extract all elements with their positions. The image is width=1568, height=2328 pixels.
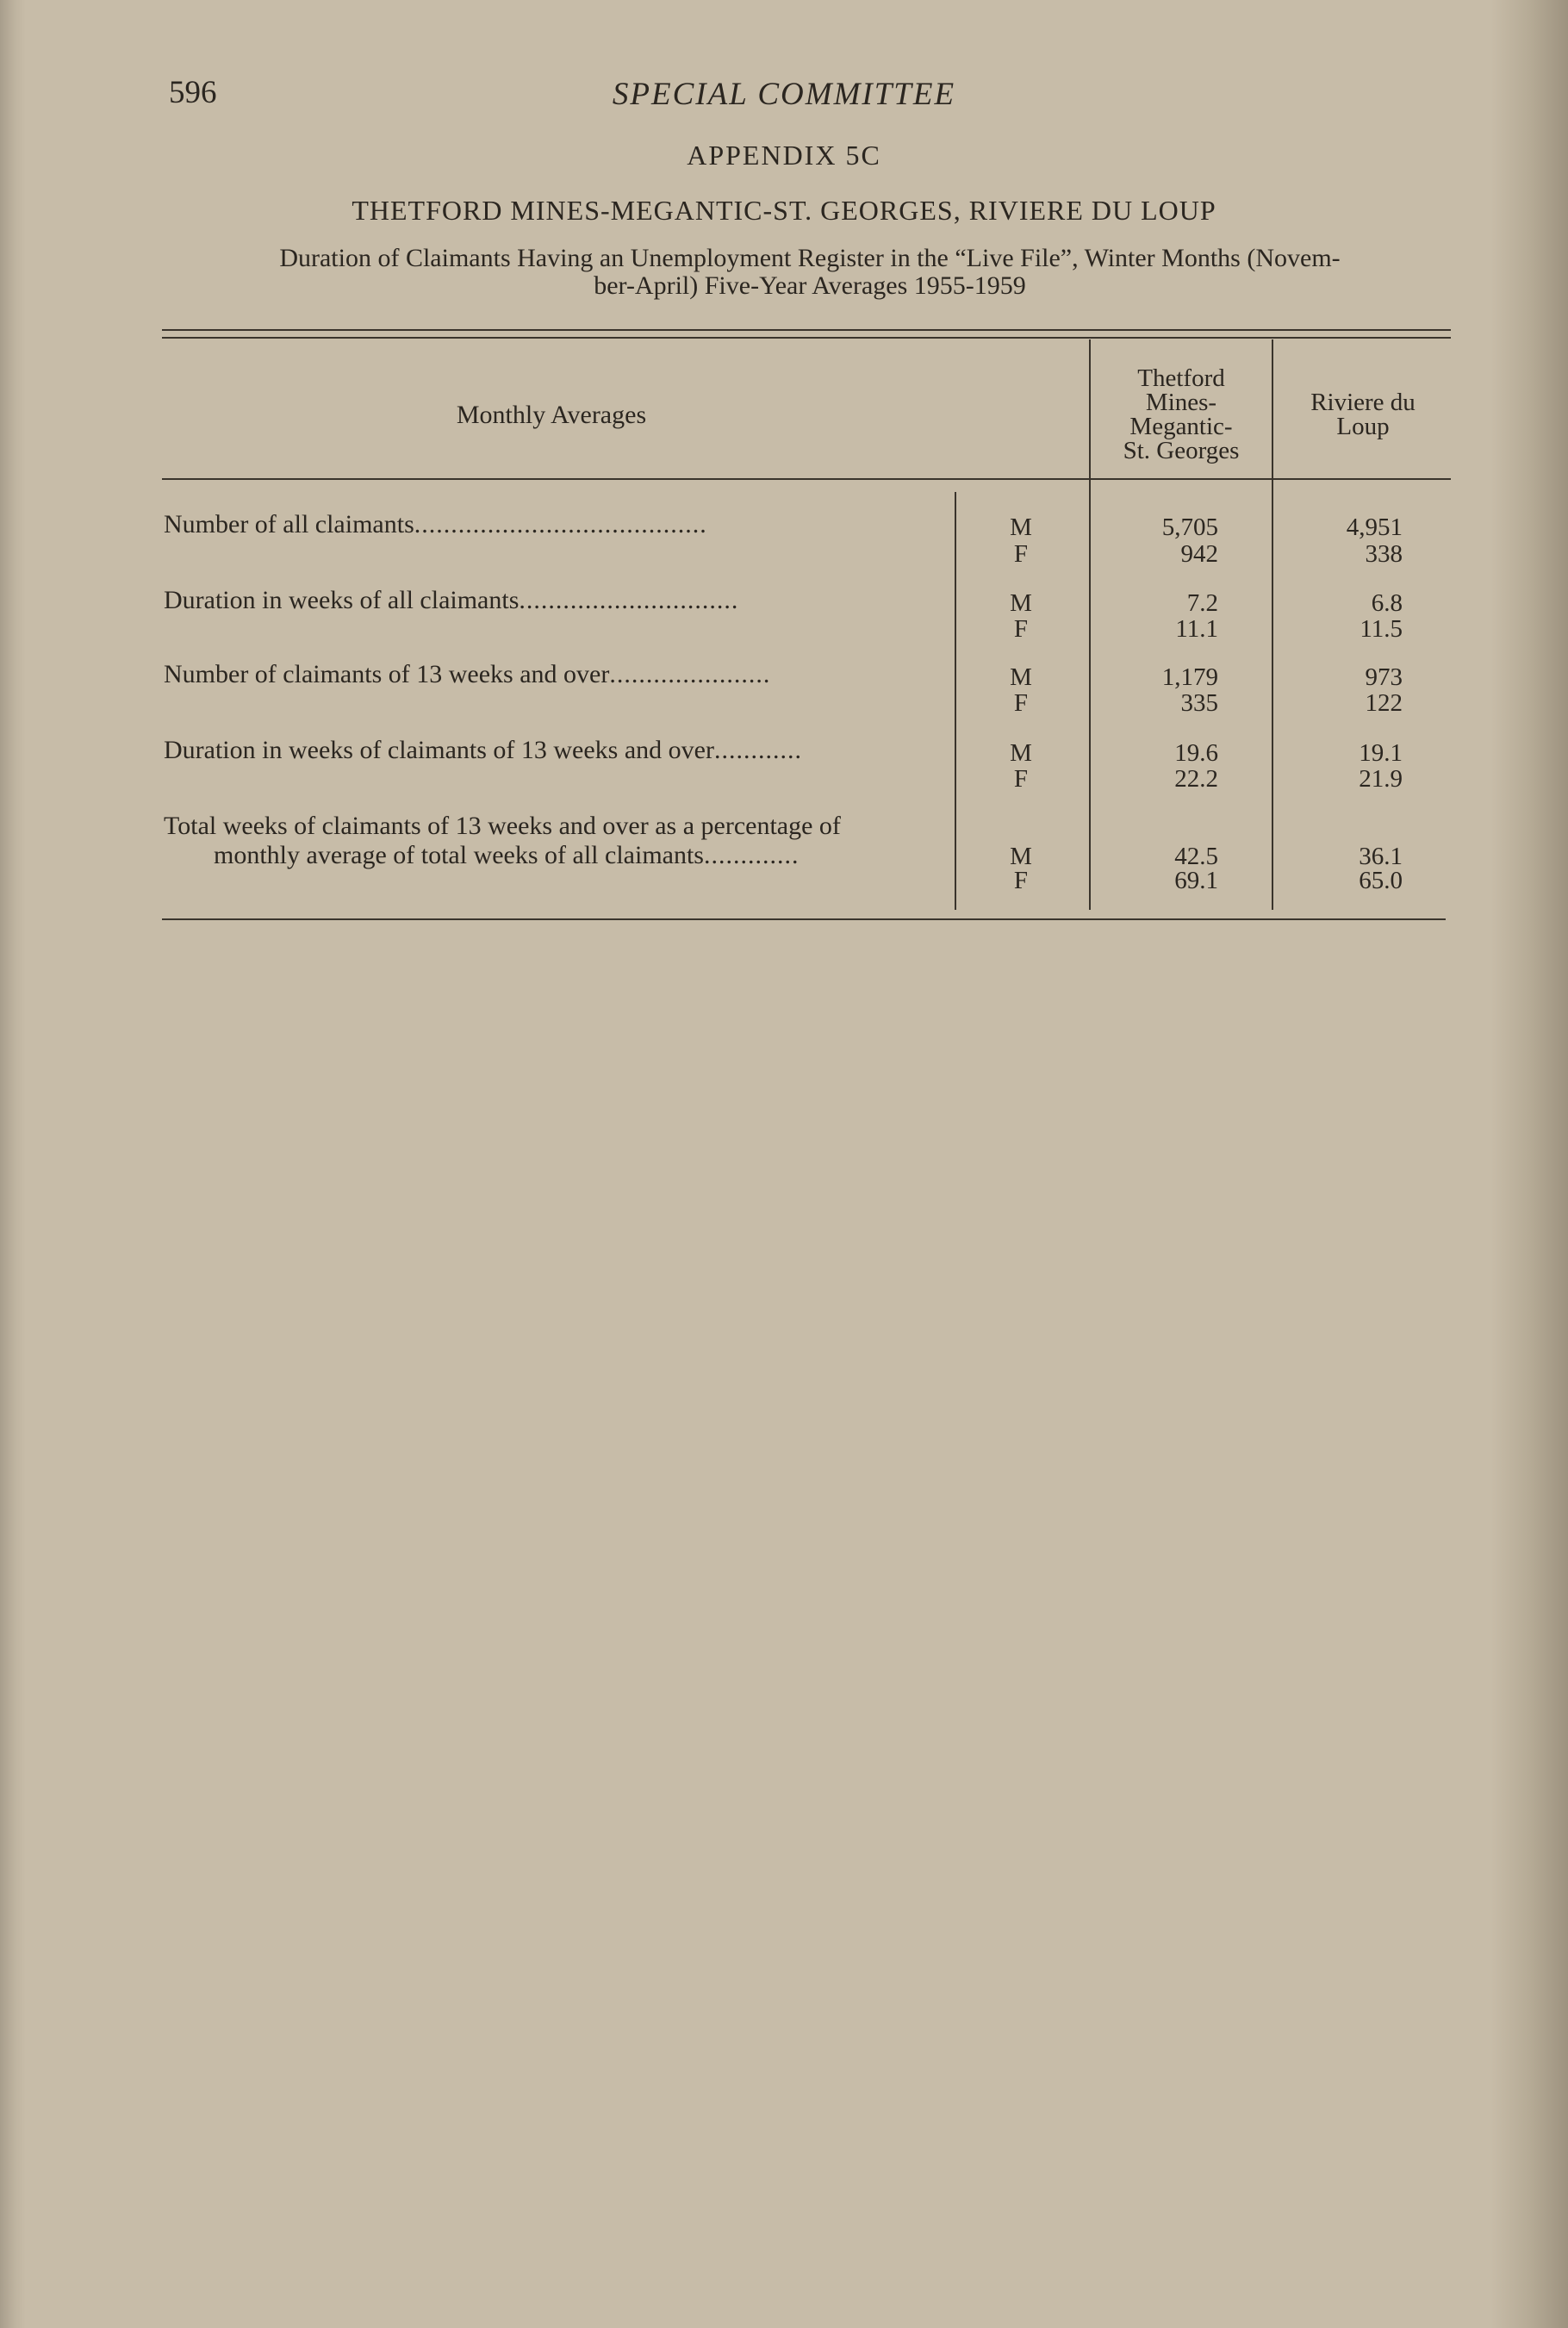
header-thetford-line-4: St. Georges	[1123, 437, 1240, 464]
header-riviere-line-2: Loup	[1336, 413, 1390, 440]
sex-code-f: F	[1013, 689, 1029, 717]
row5-label-line-1: Total weeks of claimants of 13 weeks and over as a percentage of	[164, 812, 841, 840]
cell-r3-f-thetford: 335	[1180, 689, 1218, 717]
header-riviere-line-1: Riviere du	[1310, 389, 1416, 416]
cell-r3-f-riviere: 122	[1365, 689, 1403, 717]
cell-r2-m-thetford: 7.2	[1186, 589, 1218, 617]
sex-code-m: M	[1010, 589, 1032, 617]
body-vline-1	[955, 492, 956, 910]
table-description	[164, 245, 1456, 300]
cell-r1-m-riviere: 4,951	[1346, 514, 1403, 541]
cell-r2-f-thetford: 11.1	[1175, 615, 1218, 643]
cell-r3-m-thetford: 1,179	[1161, 663, 1218, 691]
cell-r4-m-thetford: 19.6	[1174, 739, 1218, 767]
description-line-2: ber-April) Five-Year Averages 1955-1959	[594, 271, 1026, 300]
appendix-heading: APPENDIX 5C	[687, 140, 881, 171]
header-monthly-averages: Monthly Averages	[456, 401, 647, 429]
description-line-1: Duration of Claimants Having an Unemployment Register in the “Live File”, Winter Months (Novem-	[279, 244, 1341, 272]
cell-r5-f-thetford: 69.1	[1174, 867, 1218, 894]
row-label-claimants-13-weeks: Number of claimants of 13 weeks and over......................	[164, 660, 771, 688]
cell-r5-m-thetford: 42.5	[1174, 843, 1218, 870]
cell-r2-m-riviere: 6.8	[1371, 589, 1403, 617]
row-label-number-of-all-claimants: Number of all claimants........................................	[164, 510, 707, 538]
sex-code-m: M	[1010, 514, 1032, 541]
cell-r2-f-riviere: 11.5	[1360, 615, 1403, 643]
cell-r4-f-thetford: 22.2	[1174, 765, 1218, 793]
table-top-rule-2	[162, 337, 1451, 339]
header-column-riviere	[1273, 390, 1453, 439]
cell-r4-m-riviere: 19.1	[1359, 739, 1403, 767]
row-label-total-weeks-percentage	[164, 812, 841, 870]
cell-r4-f-riviere: 21.9	[1359, 765, 1403, 793]
row5-label-line-2-wrap: monthly average of total weeks of all claimants.............	[214, 841, 800, 869]
cell-r5-f-riviere: 65.0	[1359, 867, 1403, 894]
cell-r5-m-riviere: 36.1	[1359, 843, 1403, 870]
sex-code-f: F	[1013, 540, 1029, 568]
header-column-thetford	[1091, 366, 1272, 463]
row-label-duration-13-weeks: Duration in weeks of claimants of 13 weeks and over............	[164, 736, 802, 764]
row-label-duration-all-claimants: Duration in weeks of all claimants..............................	[164, 586, 739, 614]
region-title: THETFORD MINES-MEGANTIC-ST. GEORGES, RIVIERE DU LOUP	[352, 195, 1216, 226]
sex-code-m: M	[1010, 739, 1032, 767]
page-edge-right	[1490, 0, 1568, 2328]
table-bottom-rule	[162, 918, 1446, 920]
sex-code-m: M	[1010, 663, 1032, 691]
cell-r1-f-thetford: 942	[1180, 540, 1218, 568]
running-head: SPECIAL COMMITTEE	[612, 77, 956, 112]
header-thetford-line-3: Megantic-	[1129, 413, 1233, 440]
cell-r3-m-riviere: 973	[1365, 663, 1403, 691]
header-thetford-line-2: Mines-	[1145, 389, 1217, 416]
sex-code-f: F	[1013, 765, 1029, 793]
cell-r1-f-riviere: 338	[1365, 540, 1403, 568]
sex-code-f: F	[1013, 867, 1029, 894]
header-bottom-rule	[162, 478, 1451, 480]
header-thetford-line-1: Thetford	[1137, 364, 1225, 392]
table-top-rule-1	[162, 329, 1451, 331]
page-number: 596	[169, 75, 217, 110]
sex-code-f: F	[1013, 615, 1029, 643]
cell-r1-m-thetford: 5,705	[1161, 514, 1218, 541]
sex-code-m: M	[1010, 843, 1032, 870]
page-edge-left	[0, 0, 26, 2328]
